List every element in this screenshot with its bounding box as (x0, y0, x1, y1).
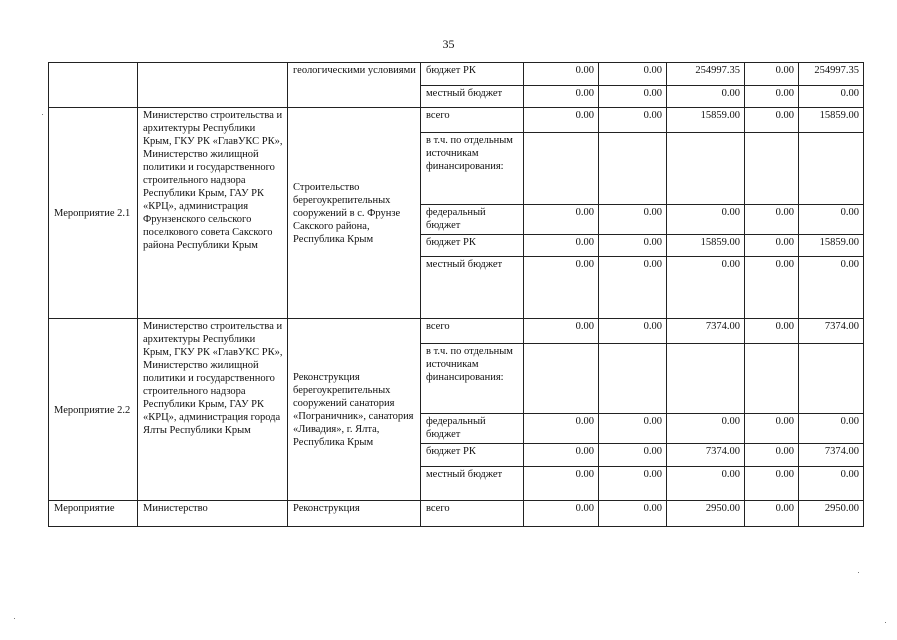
event-cell: Мероприятие (49, 501, 138, 527)
value-cell: 254997.35 (799, 63, 864, 86)
value-cell: 0.00 (599, 108, 667, 133)
page-number: 35 (442, 37, 455, 51)
value-cell: 254997.35 (667, 63, 745, 86)
value-cell: 0.00 (799, 86, 864, 108)
value-cell: 2950.00 (799, 501, 864, 527)
value-cell: 0.00 (599, 235, 667, 257)
source-label: в т.ч. по отдельным источникам финансирования: (421, 133, 524, 205)
value-cell: 0.00 (599, 414, 667, 444)
table-row (49, 501, 864, 527)
value-cell: 0.00 (799, 467, 864, 501)
scan-speck (885, 622, 886, 623)
source-label: бюджет РК (421, 235, 524, 257)
value-cell: 0.00 (524, 319, 599, 344)
source-label: всего (421, 319, 524, 344)
object-cell: Строительство берегоукрепительных сооружений в с. Фрунзе Сакского района, Республика Крым (288, 108, 421, 319)
object-cell: Реконструкция берегоукрепительных сооружений санатория «Пограничник», санатория «Ливадия», г. Ялта, Республика Крым (288, 319, 421, 501)
value-cell: 0.00 (745, 319, 799, 344)
value-cell: 0.00 (524, 205, 599, 235)
scan-speck (14, 618, 15, 619)
value-cell: 0.00 (599, 86, 667, 108)
value-cell: 0.00 (667, 414, 745, 444)
value-cell: 0.00 (799, 257, 864, 319)
source-label: федеральный бюджет (421, 414, 524, 444)
executor-cell: Министерство строительства и архитектуры Республики Крым, ГКУ РК «ГлавУКС РК», Министерство жилищной политики и государственного строительного надзора Республики Крым, ГАУ РК «КРЦ», администрация Фрунзенского сельского поселкового совета Сакского района Республики Крым (138, 108, 288, 319)
source-label: местный бюджет (421, 257, 524, 319)
event-cell: Мероприятие 2.2 (49, 319, 138, 501)
value-cell: 0.00 (599, 319, 667, 344)
value-cell: 0.00 (524, 501, 599, 527)
source-label: бюджет РК (421, 63, 524, 86)
value-cell: 0.00 (667, 257, 745, 319)
value-cell: 7374.00 (799, 319, 864, 344)
source-label: в т.ч. по отдельным источникам финансирования: (421, 344, 524, 414)
scan-speck (42, 114, 43, 115)
value-cell: 0.00 (745, 257, 799, 319)
value-cell: 0.00 (667, 205, 745, 235)
value-cell: 0.00 (524, 257, 599, 319)
value-cell: 0.00 (745, 467, 799, 501)
value-cell: 0.00 (599, 205, 667, 235)
value-cell: 0.00 (667, 86, 745, 108)
value-cell: 0.00 (524, 235, 599, 257)
value-cell: 15859.00 (667, 235, 745, 257)
value-cell: 0.00 (524, 86, 599, 108)
value-cell: 0.00 (524, 444, 599, 467)
table-row (49, 63, 864, 86)
value-cell: 0.00 (745, 501, 799, 527)
value-cell: 0.00 (745, 444, 799, 467)
object-cell: геологическими условиями (288, 63, 421, 108)
value-cell: 0.00 (745, 235, 799, 257)
value-cell: 0.00 (599, 467, 667, 501)
source-label: всего (421, 108, 524, 133)
value-cell: 7374.00 (667, 444, 745, 467)
value-cell: 7374.00 (799, 444, 864, 467)
source-label: федеральный бюджет (421, 205, 524, 235)
value-cell: 0.00 (667, 467, 745, 501)
scan-speck (858, 572, 859, 573)
object-cell: Реконструкция (288, 501, 421, 527)
source-label: местный бюджет (421, 467, 524, 501)
value-cell: 0.00 (745, 414, 799, 444)
value-cell: 0.00 (524, 63, 599, 86)
source-label: всего (421, 501, 524, 527)
value-cell: 0.00 (799, 414, 864, 444)
event-cell: Мероприятие 2.1 (49, 108, 138, 319)
executor-cell: Министерство (138, 501, 288, 527)
value-cell: 0.00 (745, 108, 799, 133)
value-cell: 15859.00 (799, 108, 864, 133)
value-cell: 0.00 (524, 467, 599, 501)
value-cell: 15859.00 (799, 235, 864, 257)
value-cell: 0.00 (599, 63, 667, 86)
table-row (49, 108, 864, 133)
source-label: местный бюджет (421, 86, 524, 108)
executor-cell (138, 63, 288, 108)
event-cell (49, 63, 138, 108)
budget-table (48, 62, 864, 527)
value-cell: 0.00 (745, 63, 799, 86)
value-cell: 2950.00 (667, 501, 745, 527)
value-cell: 0.00 (524, 108, 599, 133)
value-cell: 0.00 (524, 414, 599, 444)
value-cell: 0.00 (745, 86, 799, 108)
value-cell: 15859.00 (667, 108, 745, 133)
value-cell: 7374.00 (667, 319, 745, 344)
value-cell: 0.00 (799, 205, 864, 235)
source-label: бюджет РК (421, 444, 524, 467)
table-row (49, 319, 864, 344)
value-cell: 0.00 (599, 257, 667, 319)
value-cell: 0.00 (599, 501, 667, 527)
value-cell: 0.00 (745, 205, 799, 235)
executor-cell: Министерство строительства и архитектуры Республики Крым, ГКУ РК «ГлавУКС РК», Министерство жилищной политики и государственного строительного надзора Республики Крым, ГАУ РК «КРЦ», администрация города Ялты Республики Крым (138, 319, 288, 501)
value-cell: 0.00 (599, 444, 667, 467)
